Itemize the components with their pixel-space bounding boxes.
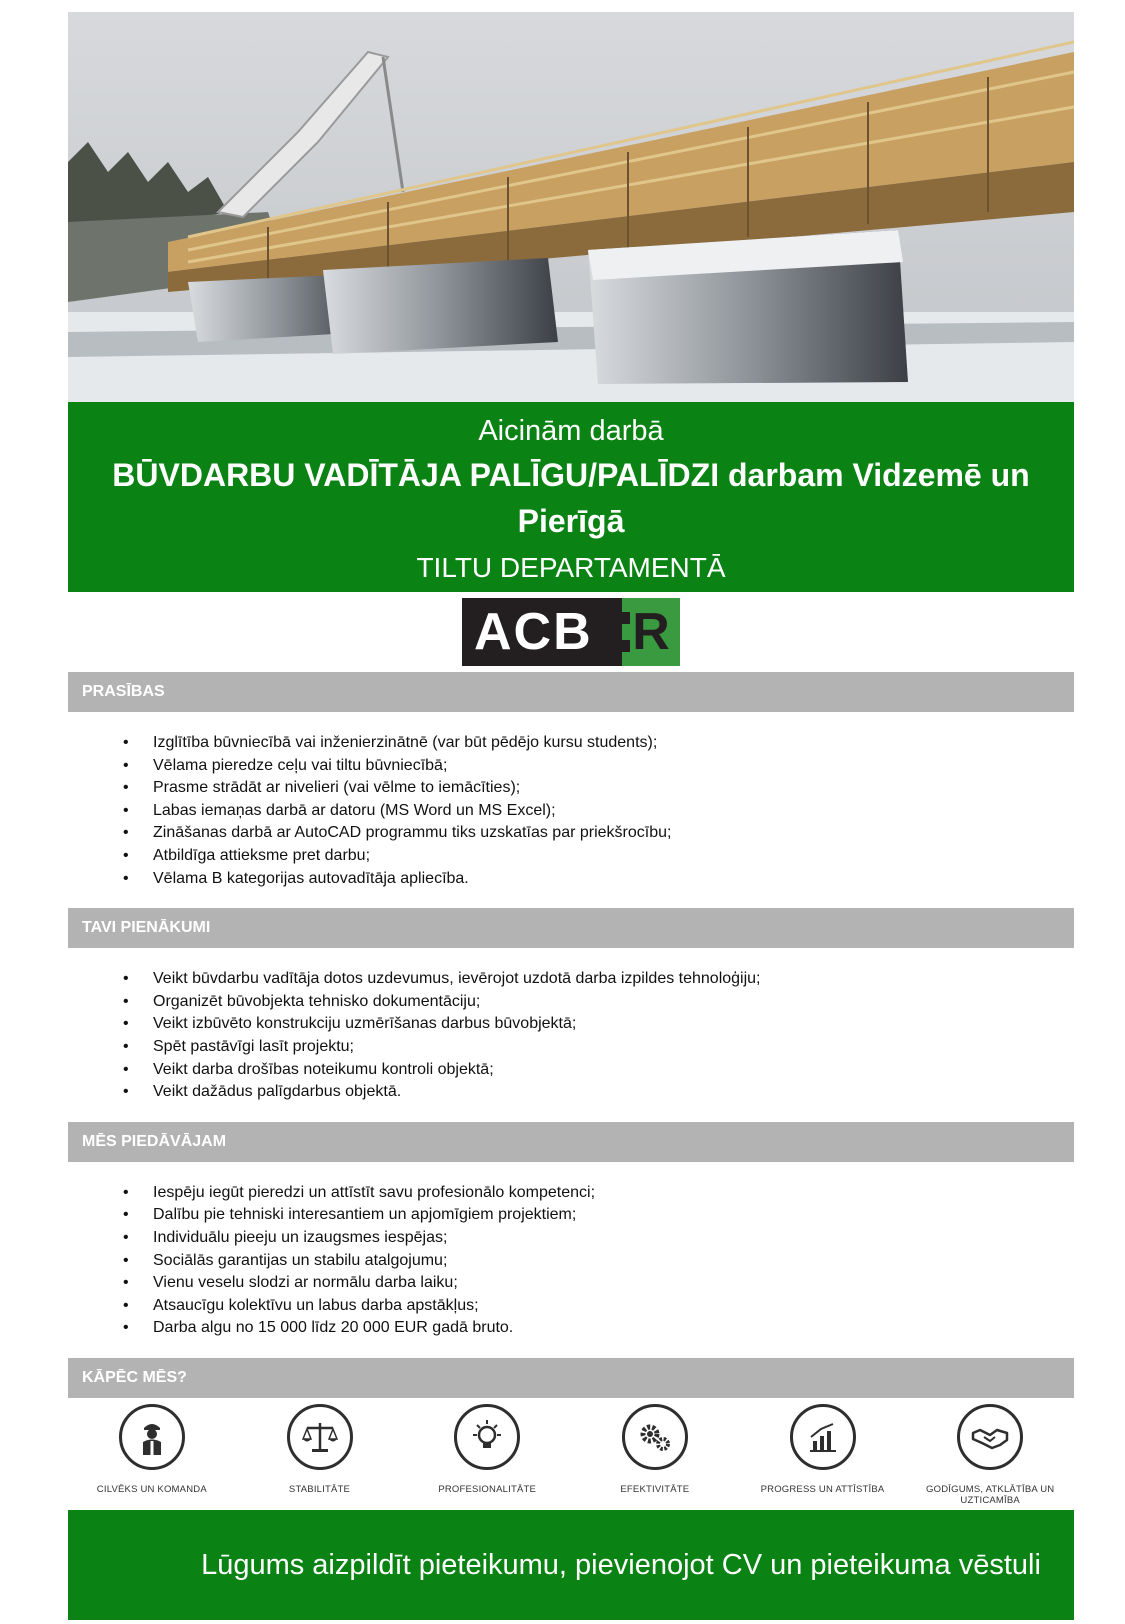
list-item: • Vēlama B kategorijas autovadītāja apliecība. xyxy=(123,868,1074,891)
value-label: PROGRESS UN ATTĪSTĪBA xyxy=(760,1483,885,1495)
list-item: • Vienu veselu slodzi ar normālu darba laiku; xyxy=(123,1272,1074,1295)
list-item: • Veikt darba drošības noteikumu kontroli objektā; xyxy=(123,1059,1074,1082)
company-logo xyxy=(68,592,1074,672)
scales-icon xyxy=(300,1417,340,1457)
value-label: EFEKTIVITĀTE xyxy=(620,1483,690,1495)
list-item: • Izglītība būvniecībā vai inženierzinātnē (var būt pēdējo kursu students); xyxy=(123,732,1074,755)
section-title: MĒS PIEDĀVĀJAM xyxy=(68,1122,1074,1162)
list-item: • Darba algu no 15 000 līdz 20 000 EUR gadā bruto. xyxy=(123,1317,1074,1340)
value-progress xyxy=(739,1404,907,1506)
invite-heading: Aicinām darbā xyxy=(478,415,664,447)
list-item: • Veikt būvdarbu vadītāja dotos uzdevumus, ievērojot uzdotā darba izpildes tehnoloģiju; xyxy=(123,968,1074,991)
list-item: • Iespēju iegūt pieredzi un attīstīt savu profesionālo kompetenci; xyxy=(123,1182,1074,1205)
growth-chart-icon xyxy=(803,1417,843,1457)
list-item: • Vēlama pieredze ceļu vai tiltu būvniecībā; xyxy=(123,755,1074,778)
cta-band xyxy=(68,1510,1074,1620)
lightbulb-icon xyxy=(467,1417,507,1457)
job-ad-page xyxy=(68,12,1074,1506)
logo-text-end: R xyxy=(622,598,680,666)
bridge-construction-photo xyxy=(68,12,1074,402)
section-duties xyxy=(68,908,1074,1122)
cta-text: Lūgums aizpildīt pieteikumu, pievienojot CV un pieteikuma vēstuli xyxy=(201,1548,1041,1581)
job-title-band xyxy=(68,402,1074,592)
list-item: • Prasme strādāt ar nivelieri (vai vēlme to iemācīties); xyxy=(123,777,1074,800)
list-item: • Zināšanas darbā ar AutoCAD programmu tiks uzskatīas par priekšrocību; xyxy=(123,822,1074,845)
value-efficiency xyxy=(571,1404,739,1506)
list-item: • Dalību pie tehniski interesantiem un apjomīgiem projektiem; xyxy=(123,1204,1074,1227)
list-item: • Organizēt būvobjekta tehnisko dokumentāciju; xyxy=(123,991,1074,1014)
list-item: • Sociālās garantijas un stabilu atalgojumu; xyxy=(123,1250,1074,1273)
logo-text-main: ACB xyxy=(462,598,622,666)
list-item: • Individuālu pieeju un izaugsmes iespējas; xyxy=(123,1227,1074,1250)
value-label: CILVĒKS UN KOMANDA xyxy=(96,1483,207,1495)
section-requirements xyxy=(68,672,1074,908)
department-name: TILTU DEPARTAMENTĀ xyxy=(416,552,726,583)
handshake-icon xyxy=(970,1417,1010,1457)
value-label: GODĪGUMS, ATKLĀTĪBA UN UZTICAMĪBA xyxy=(926,1483,1055,1506)
value-people xyxy=(68,1404,236,1506)
section-offer xyxy=(68,1122,1074,1358)
section-title: PRASĪBAS xyxy=(68,672,1074,712)
list-item: • Veikt dažādus palīgdarbus objektā. xyxy=(123,1081,1074,1104)
section-title: TAVI PIENĀKUMI xyxy=(68,908,1074,948)
value-label: STABILITĀTE xyxy=(288,1483,351,1495)
list-item: • Spēt pastāvīgi lasīt projektu; xyxy=(123,1036,1074,1059)
gears-icon xyxy=(635,1417,675,1457)
value-professionalism xyxy=(403,1404,571,1506)
worker-icon xyxy=(132,1417,172,1457)
section-title: KĀPĒC MĒS? xyxy=(68,1358,1074,1398)
position-title: BŪVDARBU VADĪTĀJA PALĪGU/PALĪDZI darbam Vidzemē un Pierīgā xyxy=(112,457,1030,539)
list-item: • Labas iemaņas darbā ar datoru (MS Word un MS Excel); xyxy=(123,800,1074,823)
list-item: • Atbildīga attieksme pret darbu; xyxy=(123,845,1074,868)
list-item: • Atsaucīgu kolektīvu un labus darba apstākļus; xyxy=(123,1295,1074,1318)
value-label: PROFESIONALITĀTE xyxy=(438,1483,537,1495)
value-honesty xyxy=(906,1404,1074,1506)
list-item: • Veikt izbūvēto konstrukciju uzmērīšanas darbus būvobjektā; xyxy=(123,1013,1074,1036)
value-stability xyxy=(236,1404,404,1506)
section-why-us xyxy=(68,1358,1074,1506)
